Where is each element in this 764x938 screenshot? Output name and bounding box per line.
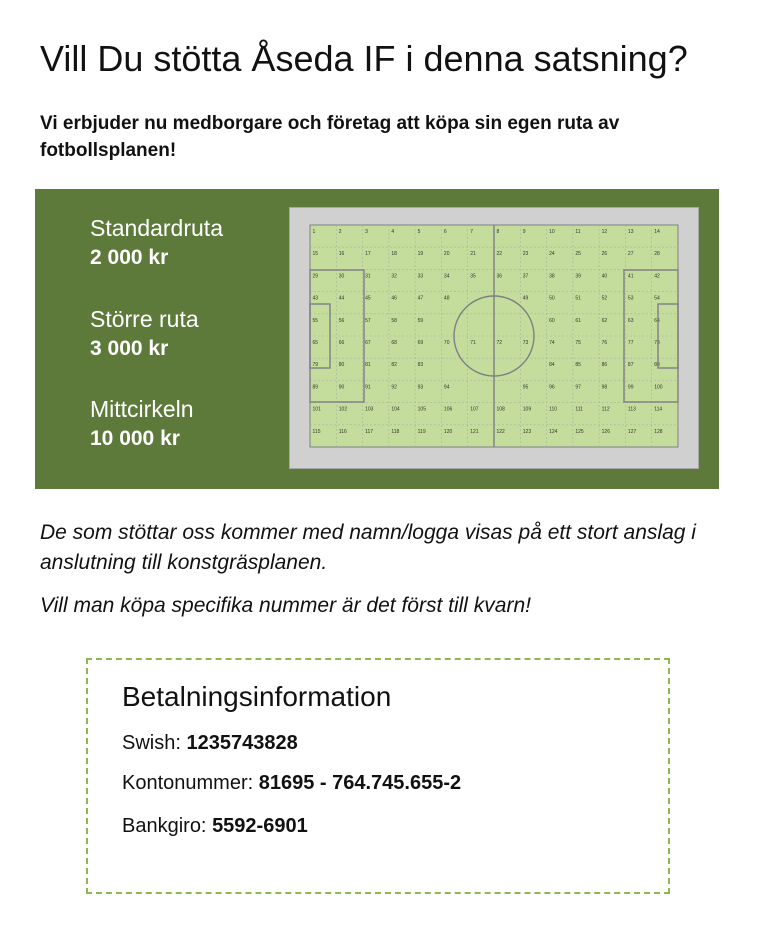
cell-number: 52: [601, 295, 608, 302]
cell-number: 87: [627, 362, 634, 369]
cell-number: 94: [443, 384, 450, 391]
cell-number: 96: [549, 384, 555, 391]
cell-number: 122: [496, 428, 505, 435]
cell-number: 29: [312, 273, 319, 280]
cell-number: 60: [549, 317, 555, 324]
cell-number: 34: [443, 273, 450, 280]
price-name: Större ruta: [90, 306, 199, 332]
cell-number: 91: [365, 384, 371, 391]
cell-number: 20: [443, 251, 450, 258]
cell-number: 30: [338, 273, 345, 280]
swish-row: [122, 730, 298, 756]
cell-number: 128: [654, 428, 663, 435]
cell-number: 47: [417, 295, 424, 302]
cell-number: 112: [601, 406, 610, 413]
cell-number: 81: [365, 362, 371, 369]
cell-number: 14: [654, 229, 660, 235]
cell-number: 56: [338, 317, 345, 324]
cell-number: 123: [522, 428, 532, 435]
price-value: 2 000 kr: [90, 246, 169, 269]
cell-number: 119: [417, 428, 426, 435]
cell-number: 121: [470, 428, 479, 435]
cell-number: 13: [627, 229, 634, 235]
cell-number: 15: [312, 251, 319, 258]
cell-number: 98: [601, 384, 608, 391]
cell-number: 69: [417, 340, 424, 346]
cell-number: 35: [470, 273, 476, 280]
cell-number: 2: [338, 229, 342, 235]
cell-number: 49: [522, 295, 529, 302]
cell-number: 126: [601, 428, 610, 435]
cell-number: 70: [443, 340, 450, 346]
cell-number: 42: [654, 273, 660, 280]
cell-number: 53: [627, 295, 634, 302]
price-name: Standardruta: [90, 215, 223, 241]
bankgiro-row: [122, 813, 308, 839]
swish-number: 1235743828: [186, 732, 298, 754]
cell-number: 50: [549, 295, 555, 302]
cell-number: 31: [365, 273, 371, 280]
offer-panel: [35, 189, 719, 489]
cell-number: 61: [575, 317, 581, 324]
cell-number: 115: [312, 428, 321, 435]
account-label: Kontonummer:: [122, 772, 259, 794]
cell-number: 65: [312, 340, 319, 346]
price-value: 10 000 kr: [90, 427, 180, 450]
cell-number: 113: [627, 406, 636, 413]
cell-number: 6: [443, 229, 447, 235]
cell-number: 25: [575, 251, 581, 258]
cell-number: 4: [391, 229, 395, 235]
cell-number: 109: [522, 406, 532, 413]
cell-number: 28: [654, 251, 660, 258]
cell-number: 44: [338, 295, 345, 302]
pitch-diagram: [289, 207, 699, 469]
cell-number: 80: [338, 362, 345, 369]
cell-number: 83: [417, 362, 424, 369]
cell-number: 36: [496, 273, 503, 280]
cell-number: 21: [470, 251, 476, 258]
cell-number: 24: [549, 251, 555, 258]
cell-number: 1: [312, 229, 316, 235]
cell-number: 124: [549, 428, 558, 435]
cell-number: 63: [627, 317, 634, 324]
cell-number: 22: [496, 251, 503, 258]
cell-number: 89: [312, 384, 319, 391]
swish-label: Swish:: [122, 732, 187, 754]
cell-number: 102: [338, 406, 348, 413]
cell-number: 86: [601, 362, 608, 369]
cell-number: 110: [549, 406, 558, 413]
cell-number: 66: [338, 340, 345, 346]
cell-number: 33: [417, 273, 424, 280]
cell-number: 127: [627, 428, 637, 435]
cell-number: 18: [391, 251, 397, 258]
cell-number: 108: [496, 406, 505, 413]
bankgiro-label: Bankgiro:: [122, 815, 213, 837]
cell-number: 48: [443, 295, 450, 302]
cell-number: 114: [654, 406, 663, 413]
cell-number: 32: [391, 273, 397, 280]
cell-number: 95: [522, 384, 529, 391]
cell-number: 79: [312, 362, 319, 369]
cell-number: 59: [417, 317, 424, 324]
cell-number: 54: [654, 295, 660, 302]
cell-number: 9: [522, 229, 526, 235]
cell-number: 117: [365, 428, 374, 435]
cell-number: 10: [549, 229, 555, 235]
cell-number: 107: [470, 406, 479, 413]
cell-number: 64: [654, 317, 660, 324]
payment-title: Betalningsinformation: [122, 681, 392, 712]
cell-number: 105: [417, 406, 426, 413]
cell-number: 19: [417, 251, 424, 258]
cell-number: 104: [391, 406, 400, 413]
cell-number: 62: [601, 317, 608, 324]
cell-number: 92: [391, 384, 397, 391]
cell-number: 26: [601, 251, 608, 258]
cell-number: 82: [391, 362, 397, 369]
price-value: 3 000 kr: [90, 337, 169, 360]
cell-number: 85: [575, 362, 581, 369]
price-name: Mittcirkeln: [90, 396, 194, 422]
cell-number: 43: [312, 295, 319, 302]
bankgiro-number: 5592-6901: [212, 815, 308, 837]
cell-number: 3: [365, 229, 368, 235]
cell-number: 88: [654, 362, 660, 369]
cell-number: 72: [496, 340, 503, 346]
cell-number: 71: [470, 340, 476, 346]
cell-number: 8: [496, 229, 500, 235]
cell-number: 12: [601, 229, 608, 235]
cell-number: 84: [549, 362, 555, 369]
cell-number: 11: [575, 229, 581, 235]
cell-number: 41: [627, 273, 634, 280]
first-come-note: Vill man köpa specifika nummer är det först till kvarn!: [40, 594, 531, 617]
price-larger: [90, 304, 199, 364]
cell-number: 68: [391, 340, 397, 346]
cell-number: 7: [470, 229, 473, 235]
cell-number: 75: [575, 340, 581, 346]
cell-number: 17: [365, 251, 371, 258]
cell-number: 90: [338, 384, 345, 391]
cell-number: 97: [575, 384, 581, 391]
cell-number: 27: [627, 251, 634, 258]
cell-number: 57: [365, 317, 371, 324]
cell-number: 5: [417, 229, 421, 235]
cell-number: 40: [601, 273, 608, 280]
cell-number: 51: [575, 295, 581, 302]
account-number: 81695 - 764.745.655-2: [258, 772, 462, 794]
cell-number: 93: [417, 384, 424, 391]
cell-number: 77: [627, 340, 634, 346]
page-title: Vill Du stötta Åseda IF i denna satsning?: [40, 38, 688, 79]
cell-number: 101: [312, 406, 321, 413]
price-center-circle: [90, 394, 194, 454]
cell-number: 100: [654, 384, 663, 391]
cell-number: 23: [522, 251, 529, 258]
cell-number: 120: [443, 428, 453, 435]
cell-number: 106: [443, 406, 453, 413]
cell-number: 58: [391, 317, 397, 324]
cell-number: 46: [391, 295, 397, 302]
cell-number: 103: [365, 406, 374, 413]
cell-number: 78: [654, 340, 660, 346]
cell-number: 16: [338, 251, 345, 258]
price-standard: [90, 213, 223, 273]
cell-number: 76: [601, 340, 608, 346]
cell-number: 99: [627, 384, 634, 391]
cell-number: 38: [549, 273, 555, 280]
football-pitch-grid: [290, 208, 698, 468]
cell-number: 116: [338, 428, 347, 435]
cell-number: 55: [312, 317, 319, 324]
cell-number: 39: [575, 273, 581, 280]
cell-number: 125: [575, 428, 584, 435]
cell-number: 45: [365, 295, 371, 302]
cell-number: 67: [365, 340, 371, 346]
sponsor-note: De som stöttar oss kommer med namn/logga visas på ett stort anslag i anslutning till konstgräsplanen.: [40, 521, 696, 574]
payment-info-box: [86, 658, 670, 894]
cell-number: 73: [522, 340, 529, 346]
cell-number: 74: [549, 340, 555, 346]
cell-number: 118: [391, 428, 400, 435]
cell-number: 111: [575, 406, 583, 413]
lead-text: Vi erbjuder nu medborgare och företag att köpa sin egen ruta av fotbollsplanen!: [40, 113, 620, 161]
cell-number: 37: [522, 273, 529, 280]
account-row: [122, 770, 461, 796]
